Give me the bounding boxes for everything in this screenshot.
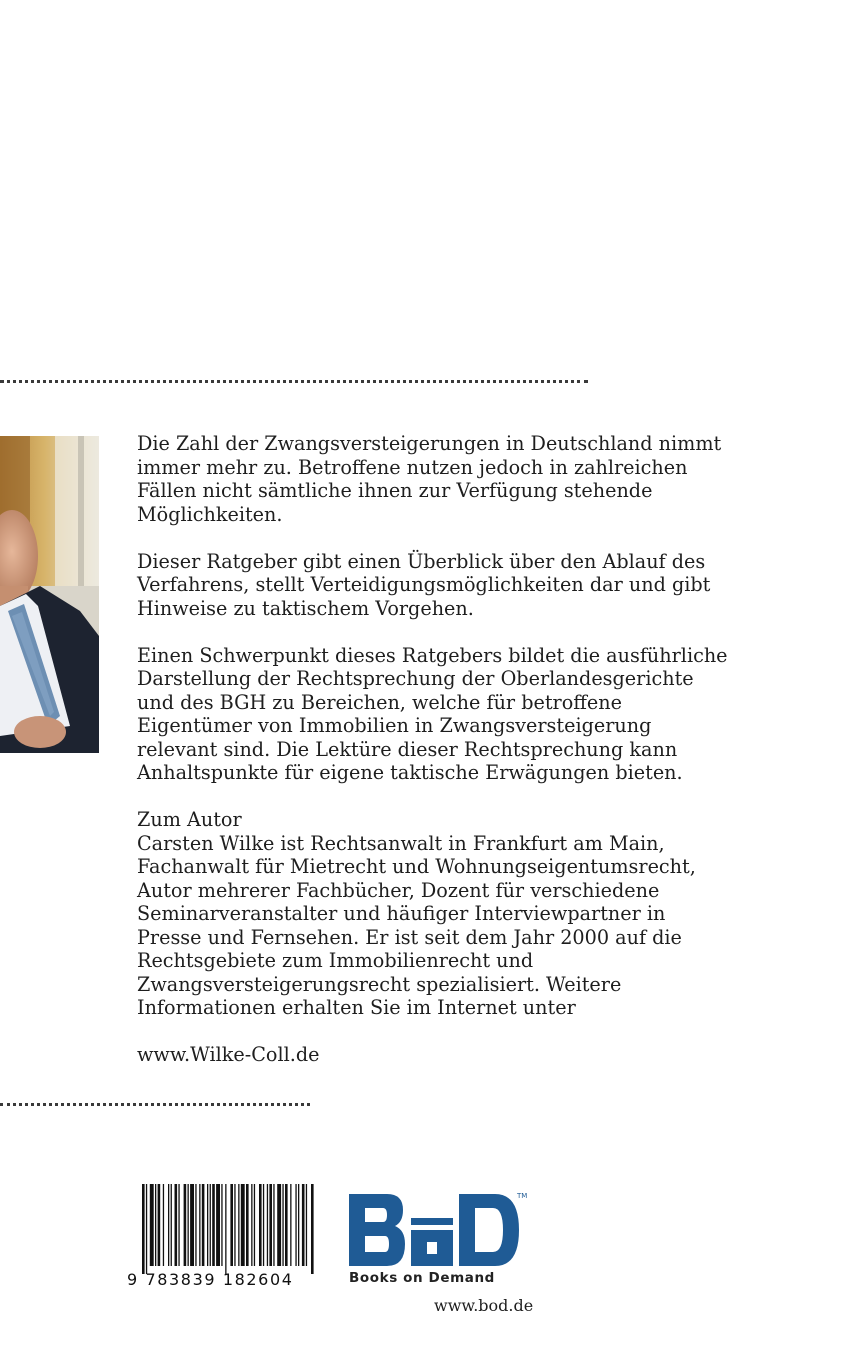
- barcode-bar: [207, 1184, 208, 1266]
- author-portrait-icon: [0, 436, 99, 753]
- text-line: Presse und Fernsehen. Er ist seit dem Jahr 2000 auf die: [137, 925, 682, 949]
- text-line: Anhaltspunkte für eigene taktische Erwägungen bieten.: [137, 761, 683, 784]
- divider-bottom: [0, 1103, 310, 1106]
- barcode-bar: [150, 1184, 154, 1266]
- barcode-bar: [254, 1184, 255, 1266]
- barcode-bar: [158, 1184, 161, 1266]
- barcode-bar: [163, 1184, 164, 1266]
- text-line: und des BGH zu Bereichen, welche für betroffene: [137, 690, 622, 714]
- publisher-url: www.bod.de: [434, 1296, 534, 1315]
- text-line: immer mehr zu. Betroffene nutzen jedoch in zahlreichen: [137, 455, 688, 479]
- barcode-bar: [195, 1184, 196, 1266]
- barcode-bar: [302, 1184, 305, 1266]
- barcode-bar: [178, 1184, 179, 1266]
- author-website: [137, 1043, 737, 1067]
- barcode-bar: [285, 1184, 288, 1266]
- barcode-bar: [241, 1184, 245, 1266]
- barcode-bar: [225, 1184, 226, 1274]
- text-line: Eigentümer von Immobilien in Zwangsversteigerung: [137, 714, 652, 737]
- barcode-bar: [298, 1184, 299, 1266]
- barcode-bar: [188, 1184, 189, 1266]
- barcode-bar: [311, 1184, 314, 1274]
- barcode-bar: [171, 1184, 172, 1266]
- barcode-bar: [210, 1184, 211, 1266]
- barcode-bar: [267, 1184, 268, 1266]
- paragraph-intro: [137, 432, 737, 526]
- text-line: Fällen nicht sämtliche ihnen zur Verfügung stehende: [137, 479, 653, 502]
- barcode-bar: [175, 1184, 178, 1266]
- paragraph-focus: [137, 644, 737, 785]
- barcode-bar: [146, 1184, 147, 1274]
- text-line: Fachanwalt für Mietrecht und Wohnungseigentumsrecht,: [137, 855, 696, 878]
- barcode-bar: [234, 1184, 235, 1266]
- barcode-bar: [238, 1184, 239, 1266]
- bod-logo-icon: [347, 1190, 527, 1272]
- barcode-bar: [290, 1184, 291, 1266]
- barcode-bar: [184, 1184, 187, 1266]
- barcode-bar: [246, 1184, 249, 1266]
- barcode-bar: [295, 1184, 296, 1266]
- text-line: Einen Schwerpunkt dieses Ratgebers bildet die ausführliche: [137, 643, 728, 667]
- barcode-bar: [221, 1184, 222, 1266]
- paragraph-author: [137, 808, 737, 1020]
- barcode-bar: [155, 1184, 156, 1266]
- barcode-bar: [212, 1184, 215, 1266]
- barcode-bar: [263, 1184, 264, 1266]
- isbn-number: 9 783839 182604: [127, 1270, 294, 1289]
- barcode-bar: [259, 1184, 262, 1266]
- barcode-bar: [230, 1184, 233, 1266]
- trademark-mark: TM: [517, 1192, 527, 1200]
- publisher-logo: [347, 1190, 527, 1272]
- text-line: Hinweise zu taktischem Vorgehen.: [137, 596, 474, 620]
- barcode-bar: [168, 1184, 169, 1266]
- barcode-bar: [202, 1184, 205, 1266]
- paragraph-overview: [137, 550, 737, 621]
- barcode-bar: [190, 1184, 194, 1266]
- text-line: Die Zahl der Zwangsversteigerungen in Deutschland nimmt: [137, 432, 722, 455]
- author-photo: [0, 436, 99, 753]
- divider-top: [0, 380, 588, 383]
- text-line: Dieser Ratgeber gibt einen Überblick über den Ablauf des: [137, 549, 706, 573]
- text-line: Rechtsgebiete zum Immobilienrecht und: [137, 949, 534, 972]
- barcode-bar: [142, 1184, 145, 1274]
- barcode-bar: [216, 1184, 220, 1266]
- text-line: Informationen erhalten Sie im Internet unter: [137, 996, 576, 1019]
- text-line: Darstellung der Rechtsprechung der Oberlandesgerichte: [137, 667, 694, 690]
- publisher-subtitle: Books on Demand: [349, 1270, 495, 1286]
- text-line: relevant sind. Die Lektüre dieser Rechtsprechung kann: [137, 737, 678, 761]
- barcode-bar: [306, 1184, 307, 1266]
- author-heading: Zum Autor: [137, 808, 242, 831]
- barcode-bar: [269, 1184, 272, 1266]
- text-line: Zwangsversteigerungsrecht spezialisiert. Weitere: [137, 972, 622, 996]
- back-cover-text: [137, 432, 737, 1090]
- barcode-bar: [251, 1184, 252, 1266]
- barcode-bar: [273, 1184, 274, 1266]
- author-website-link: www.Wilke-Coll.de: [137, 1043, 320, 1066]
- barcode-bar: [199, 1184, 200, 1266]
- text-line: Autor mehrerer Fachbücher, Dozent für verschiedene: [137, 878, 660, 902]
- barcode-bar: [282, 1184, 283, 1266]
- barcode-icon: [138, 1184, 318, 1274]
- text-line: Möglichkeiten.: [137, 502, 283, 526]
- text-line: Verfahrens, stellt Verteidigungsmöglichkeiten dar und gibt: [137, 573, 711, 596]
- text-line: Carsten Wilke ist Rechtsanwalt in Frankfurt am Main,: [137, 831, 665, 855]
- barcode-bar: [277, 1184, 281, 1266]
- text-line: Seminarveranstalter und häufiger Interviewpartner in: [137, 902, 666, 925]
